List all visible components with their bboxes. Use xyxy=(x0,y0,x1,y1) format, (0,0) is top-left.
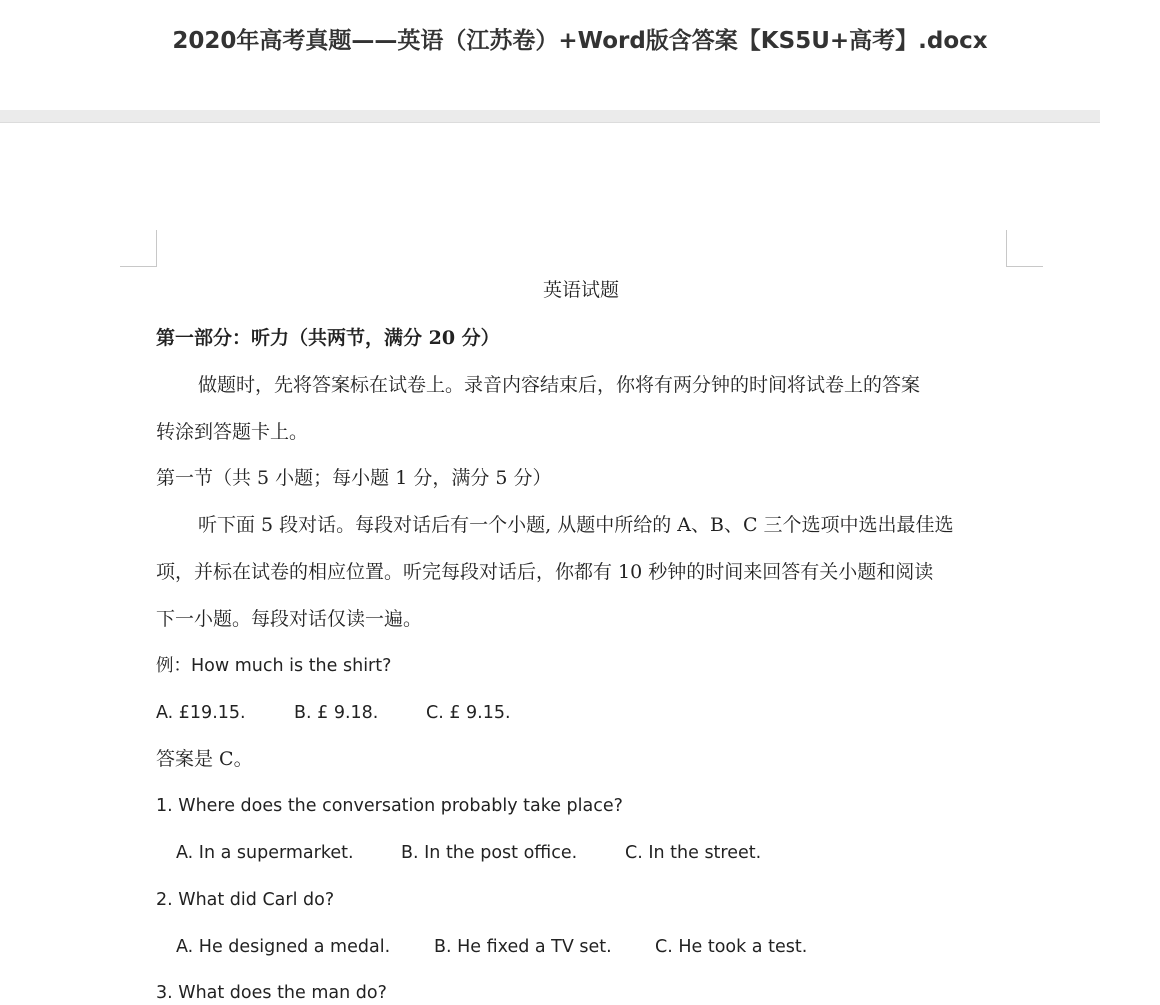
document-page xyxy=(0,123,1100,1003)
example-options xyxy=(156,701,511,725)
question: 3. What does the man do? xyxy=(156,983,387,1003)
example-question: 例：How much is the shirt? xyxy=(156,656,392,676)
example-answer: 答案是 C。 xyxy=(156,748,253,770)
question-options xyxy=(176,935,807,959)
option: A. He designed a medal. xyxy=(176,937,391,957)
section-paragraph-line: 听下面 5 段对话。每段对话后有一个小题, 从题中所给的 A、B、C 三个选项中选出最佳选 xyxy=(198,514,954,536)
option: A. £19.15. xyxy=(156,703,246,723)
section-paragraph-line: 项，并标在试卷的相应位置。听完每段对话后，你都有 10 秒钟的时间来回答有关小题和阅读 xyxy=(156,561,934,583)
document-title-bar xyxy=(0,0,1100,110)
exam-heading: 英语试题 xyxy=(542,279,619,301)
option: B. £ 9.18. xyxy=(294,703,379,723)
intro-paragraph-line: 做题时，先将答案标在试卷上。录音内容结束后，你将有两分钟的时间将试卷上的答案 xyxy=(198,374,921,396)
section-paragraph-line: 下一小题。每段对话仅读一遍。 xyxy=(156,608,423,630)
question: 2. What did Carl do? xyxy=(156,890,335,910)
document-title: 2020年高考真题——英语（江苏卷）+Word版含答案【KS5U+高考】.docx xyxy=(172,28,988,54)
page-separator xyxy=(0,110,1100,123)
page-corner-mark-left xyxy=(120,230,157,267)
part-title: 第一部分：听力（共两节，满分 20 分） xyxy=(156,327,500,349)
section-title: 第一节（共 5 小题；每小题 1 分，满分 5 分） xyxy=(156,467,552,489)
option: B. He fixed a TV set. xyxy=(434,937,612,957)
question: 1. Where does the conversation probably take place? xyxy=(156,796,623,816)
option: A. In a supermarket. xyxy=(176,843,354,863)
option: C. He took a test. xyxy=(655,937,808,957)
option: C. £ 9.15. xyxy=(426,703,511,723)
option: B. In the post office. xyxy=(401,843,578,863)
intro-paragraph-line: 转涂到答题卡上。 xyxy=(156,421,309,443)
page-corner-mark-right xyxy=(1006,230,1043,267)
question-options xyxy=(176,841,761,865)
option: C. In the street. xyxy=(625,843,762,863)
